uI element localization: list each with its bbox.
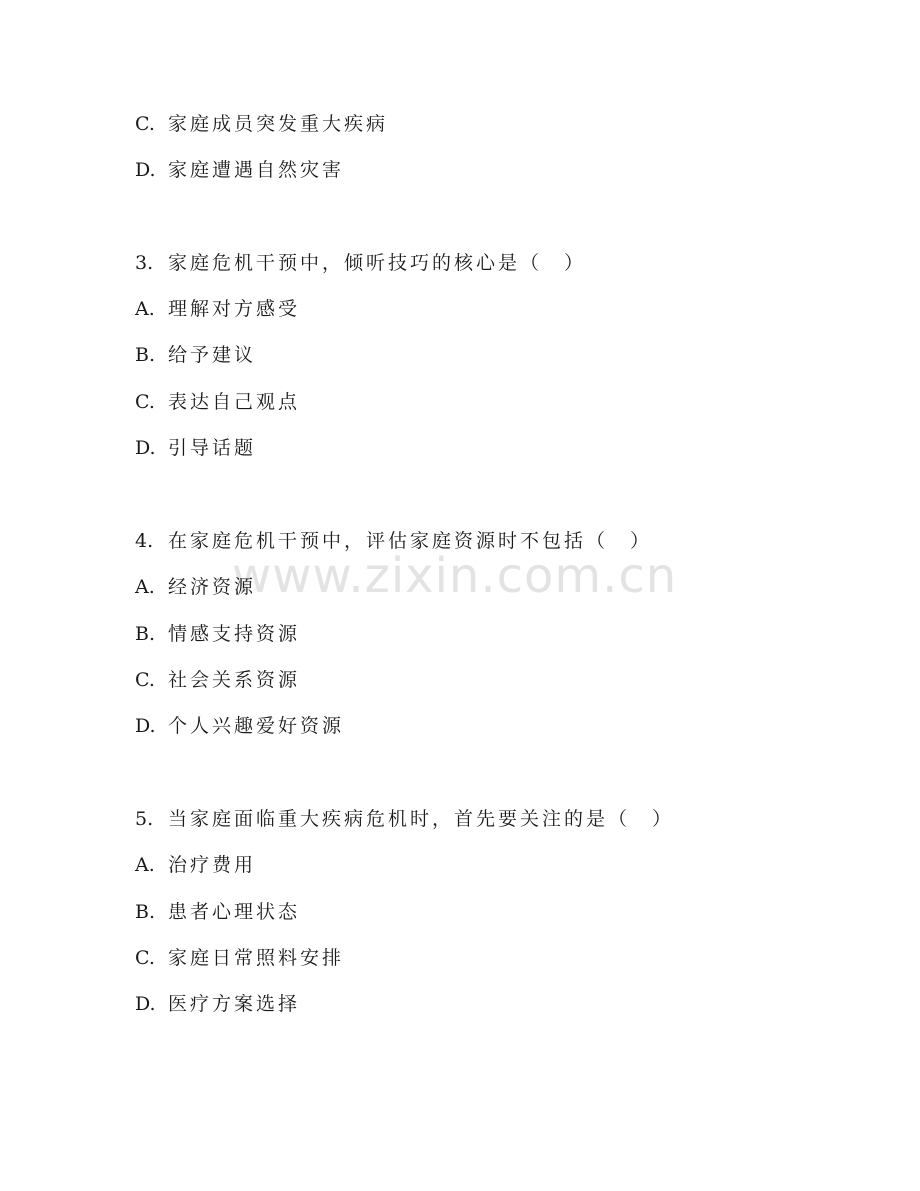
question-3-option-c (135, 388, 300, 416)
question-number: 3. (135, 252, 154, 274)
option-text: 患者心理状态 (168, 901, 301, 923)
option-label: C. (135, 113, 155, 135)
option-label: B. (135, 901, 156, 923)
option-text: 家庭遭遇自然灾害 (168, 159, 345, 181)
option-label: C. (135, 669, 155, 691)
option-label: B. (135, 623, 156, 645)
watermark: www.zixin.com.cn (232, 548, 678, 604)
option-label: C. (135, 391, 155, 413)
option-text: 个人兴趣爱好资源 (168, 715, 345, 737)
question-5-option-c (135, 944, 344, 972)
question-5-option-a (135, 851, 256, 879)
option-text: 给予建议 (168, 344, 257, 366)
option-text: 理解对方感受 (168, 298, 301, 320)
question-3-option-d (135, 434, 256, 462)
question-5-option-d (135, 990, 300, 1018)
question-5-stem (135, 805, 674, 833)
option-label: C. (135, 947, 155, 969)
option-label: A. (135, 576, 155, 598)
question-4-stem (135, 527, 652, 555)
option-text: 治疗费用 (168, 854, 257, 876)
option-text: 经济资源 (168, 576, 257, 598)
question-number: 4. (135, 530, 154, 552)
option-text: 引导话题 (168, 437, 257, 459)
option-c (135, 110, 388, 138)
option-label: B. (135, 344, 156, 366)
option-text: 家庭成员突发重大疾病 (168, 113, 389, 135)
question-4-option-a (135, 573, 256, 601)
option-label: A. (135, 854, 155, 876)
option-label: D. (135, 993, 156, 1015)
question-4-option-b (135, 620, 300, 648)
option-text: 情感支持资源 (168, 623, 301, 645)
question-5-option-b (135, 898, 300, 926)
question-3-option-a (135, 295, 300, 323)
option-d (135, 156, 344, 184)
option-label: D. (135, 715, 156, 737)
question-text: 家庭危机干预中，倾听技巧的核心是（ ） (168, 252, 587, 274)
option-text: 社会关系资源 (168, 669, 301, 691)
option-text: 家庭日常照料安排 (168, 947, 345, 969)
option-label: A. (135, 298, 155, 320)
option-text: 医疗方案选择 (168, 993, 301, 1015)
question-text: 在家庭危机干预中，评估家庭资源时不包括（ ） (168, 530, 653, 552)
option-text: 表达自己观点 (168, 391, 301, 413)
question-number: 5. (135, 808, 154, 830)
question-4-option-c (135, 666, 300, 694)
question-3-option-b (135, 341, 256, 369)
option-label: D. (135, 437, 156, 459)
question-text: 当家庭面临重大疾病危机时，首先要关注的是（ ） (168, 808, 675, 830)
question-4-option-d (135, 712, 344, 740)
question-3-stem (135, 249, 586, 277)
option-label: D. (135, 159, 156, 181)
